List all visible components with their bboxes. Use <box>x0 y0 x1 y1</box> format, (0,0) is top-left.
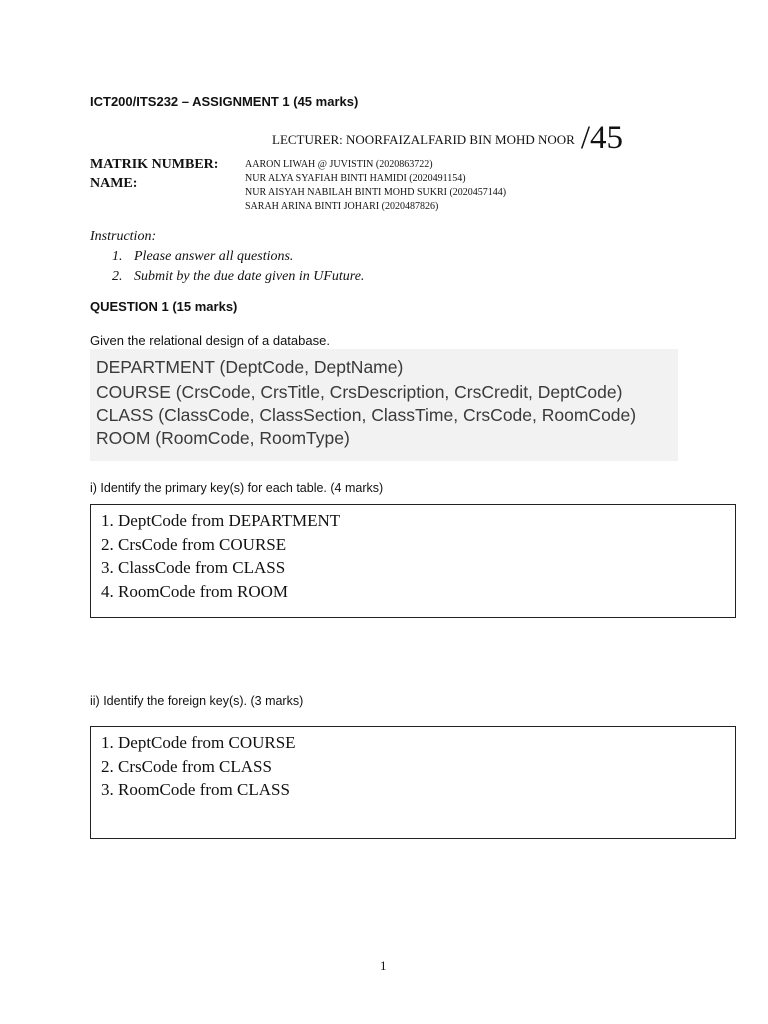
schema-line: CLASS (ClassCode, ClassSection, ClassTime, CrsCode, RoomCode) <box>96 405 637 425</box>
answer-box-foreign-keys <box>90 726 736 839</box>
question-1-title: QUESTION 1 (15 marks) <box>90 299 238 314</box>
page-number: 1 <box>380 958 387 973</box>
instruction-item <box>112 247 364 267</box>
assignment-title: ICT200/ITS232 – ASSIGNMENT 1 (45 marks) <box>90 94 359 109</box>
member-name: AARON LIWAH @ JUVISTIN (2020863722) <box>245 159 433 170</box>
instruction-label: Instruction: <box>90 229 157 244</box>
member-name: SARAH ARINA BINTI JOHARI (2020487826) <box>245 201 439 212</box>
schema-line: ROOM (RoomCode, RoomType) <box>96 428 350 448</box>
matrik-number-label: MATRIK NUMBER: <box>90 157 219 172</box>
instruction-list <box>112 247 364 287</box>
group-members <box>245 158 506 214</box>
lecturer-name: LECTURER: NOORFAIZALFARID BIN MOHD NOOR <box>272 132 575 147</box>
schema-line: COURSE (CrsCode, CrsTitle, CrsDescription, CrsCredit, DeptCode) <box>96 382 623 402</box>
answer-box-primary-keys <box>90 504 736 618</box>
answer-line: 3. ClassCode from CLASS <box>101 558 286 577</box>
member-name: NUR ALYA SYAFIAH BINTI HAMIDI (2020491154) <box>245 173 466 184</box>
question-1-intro: Given the relational design of a database. <box>90 333 330 348</box>
question-ii-text: ii) Identify the foreign key(s). (3 marks) <box>90 694 304 708</box>
schema-line: DEPARTMENT (DeptCode, DeptName) <box>96 357 404 377</box>
answer-line: 1. DeptCode from COURSE <box>101 733 296 752</box>
score-total: /45 <box>580 120 624 156</box>
lecturer-line <box>272 116 624 156</box>
answer-line: 2. CrsCode from COURSE <box>101 534 287 554</box>
answer-line: 2. CrsCode from CLASS <box>101 756 272 776</box>
instruction-item <box>112 267 364 287</box>
answer-line: 1. DeptCode from DEPARTMENT <box>101 511 341 530</box>
member-name: NUR AISYAH NABILAH BINTI MOHD SUKRI (2020457144) <box>245 187 507 198</box>
answer-line: 4. RoomCode from ROOM <box>101 581 288 601</box>
instruction-text: Submit by the due date given in UFuture. <box>134 269 365 284</box>
answer-line: 3. RoomCode from CLASS <box>101 780 290 799</box>
question-i-text: i) Identify the primary key(s) for each table. (4 marks) <box>90 481 384 495</box>
instruction-number: 1. <box>112 249 123 264</box>
name-label: NAME: <box>90 176 138 191</box>
relational-schema-image <box>90 349 678 461</box>
instruction-number: 2. <box>112 269 123 284</box>
instruction-text: Please answer all questions. <box>134 249 294 264</box>
